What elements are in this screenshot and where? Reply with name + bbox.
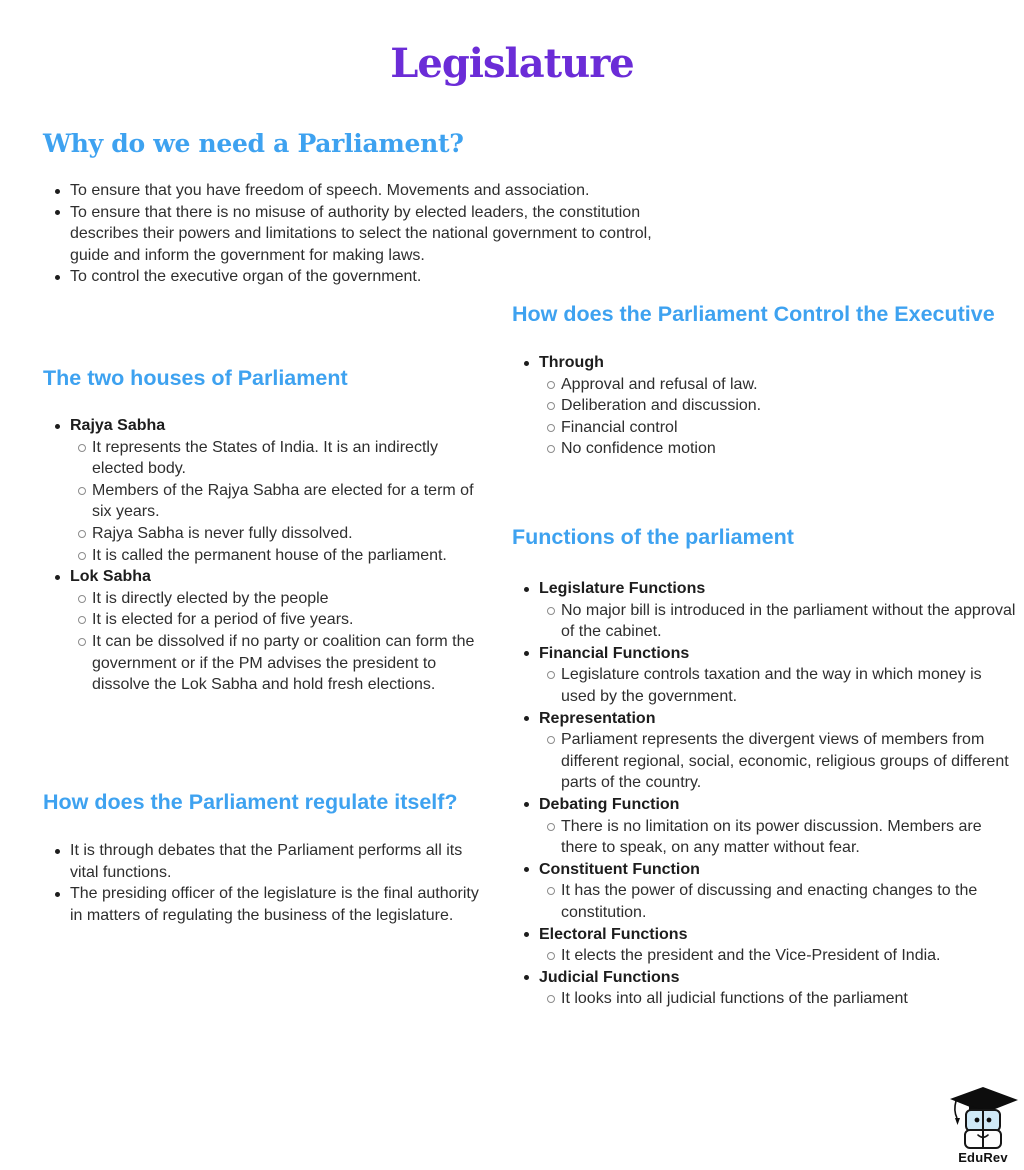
- edurev-logo: [944, 1086, 1022, 1165]
- sub-list-item: Deliberation and discussion.: [539, 395, 1012, 417]
- list-item: Through Approval and refusal of law. Deliberation and discussion. Financial control No confidence motion: [512, 352, 1012, 460]
- list-item: Representation Parliament represents the divergent views of members from different regional, social, economic, religious groups of different parts of the country.: [512, 708, 1020, 794]
- edurev-logo-text: EduRev: [958, 1150, 1008, 1165]
- sub-list-item: It looks into all judicial functions of the parliament: [539, 988, 1020, 1010]
- sub-list: [539, 729, 1020, 794]
- parliament-regulate-heading: How does the Parliament regulate itself?: [43, 790, 458, 814]
- sub-list-item: Financial control: [539, 417, 1012, 439]
- list-item: Rajya Sabha It represents the States of India. It is an indirectly elected body. Members of the Rajya Sabha are elected for a term of six years. Rajya Sabha is never fully dissolved. It is called the permanent house of the parliament.: [43, 415, 493, 566]
- list-item: To control the executive organ of the government.: [43, 266, 683, 288]
- list-item: To ensure that there is no misuse of authority by elected leaders, the constitution describes their powers and limitations to select the national government to control, guide and inform the government for making laws.: [43, 202, 683, 267]
- list-item: Judicial Functions It looks into all judicial functions of the parliament: [512, 967, 1020, 1010]
- sub-list: [539, 816, 1020, 859]
- sub-list-item: No confidence motion: [539, 438, 1012, 460]
- sub-list: [539, 374, 1012, 460]
- two-houses-heading: The two houses of Parliament: [43, 366, 348, 390]
- list-item: To ensure that you have freedom of speech. Movements and association.: [43, 180, 683, 202]
- section-parliament-functions: [512, 523, 1020, 1010]
- sub-list: [539, 664, 1020, 707]
- sub-list-item: It can be dissolved if no party or coalition can form the government or if the PM advises the president to dissolve the Lok Sabha and hold fresh elections.: [70, 631, 493, 696]
- sub-list-item: Members of the Rajya Sabha are elected for a term of six years.: [70, 480, 493, 523]
- section-parliament-regulate: [43, 788, 483, 926]
- list-item: Constituent Function It has the power of discussing and enacting changes to the constitution.: [512, 859, 1020, 924]
- sub-list: [539, 945, 1020, 967]
- why-parliament-list: [43, 180, 683, 288]
- sub-list-item: It is elected for a period of five years.: [70, 609, 493, 631]
- parliament-control-executive-heading: How does the Parliament Control the Executive: [512, 302, 995, 326]
- parliament-functions-heading: Functions of the parliament: [512, 525, 794, 549]
- sub-list-item: It is called the permanent house of the parliament.: [70, 545, 493, 567]
- section-why-parliament: [43, 128, 683, 288]
- list-item: Debating Function There is no limitation on its power discussion. Members are there to speak, on any matter without fear.: [512, 794, 1020, 859]
- sub-list-item: It represents the States of India. It is an indirectly elected body.: [70, 437, 493, 480]
- two-houses-list: [43, 415, 493, 696]
- sub-list-item: Rajya Sabha is never fully dissolved.: [70, 523, 493, 545]
- list-item: Financial Functions Legislature controls taxation and the way in which money is used by the government.: [512, 643, 1020, 708]
- list-item: Legislature Functions No major bill is introduced in the parliament without the approval of the cabinet.: [512, 578, 1020, 643]
- edurev-logo-icon: [945, 1086, 1021, 1152]
- section-two-houses: [43, 364, 493, 696]
- section-parliament-control-executive: [512, 300, 1012, 460]
- sub-list-item: It is directly elected by the people: [70, 588, 493, 610]
- sub-list: [70, 588, 493, 696]
- list-item: Lok Sabha It is directly elected by the people It is elected for a period of five years. It can be dissolved if no party or coalition can form the government or if the PM advises the president to dissolve the Lok Sabha and hold fresh elections.: [43, 566, 493, 696]
- list-item: It is through debates that the Parliament performs all its vital functions.: [43, 840, 483, 883]
- sub-list-item: No major bill is introduced in the parliament without the approval of the cabinet.: [539, 600, 1020, 643]
- sub-list-item: There is no limitation on its power discussion. Members are there to speak, on any matter without fear.: [539, 816, 1020, 859]
- sub-list: [539, 600, 1020, 643]
- list-item: The presiding officer of the legislature is the final authority in matters of regulating the business of the legislature.: [43, 883, 483, 926]
- sub-list: [539, 988, 1020, 1010]
- sub-list-item: Legislature controls taxation and the way in which money is used by the government.: [539, 664, 1020, 707]
- parliament-control-executive-list: [512, 352, 1012, 460]
- sub-list-item: Approval and refusal of law.: [539, 374, 1012, 396]
- page-title: Legislature: [390, 40, 634, 87]
- parliament-functions-list: [512, 578, 1020, 1010]
- list-item: Electoral Functions It elects the president and the Vice-President of India.: [512, 924, 1020, 967]
- sub-list: [70, 437, 493, 567]
- sub-list-item: It elects the president and the Vice-President of India.: [539, 945, 1020, 967]
- parliament-regulate-list: [43, 840, 483, 926]
- sub-list: [539, 880, 1020, 923]
- why-parliament-heading: Why do we need a Parliament?: [43, 129, 464, 158]
- sub-list-item: It has the power of discussing and enacting changes to the constitution.: [539, 880, 1020, 923]
- sub-list-item: Parliament represents the divergent views of members from different regional, social, economic, religious groups of different parts of the country.: [539, 729, 1020, 794]
